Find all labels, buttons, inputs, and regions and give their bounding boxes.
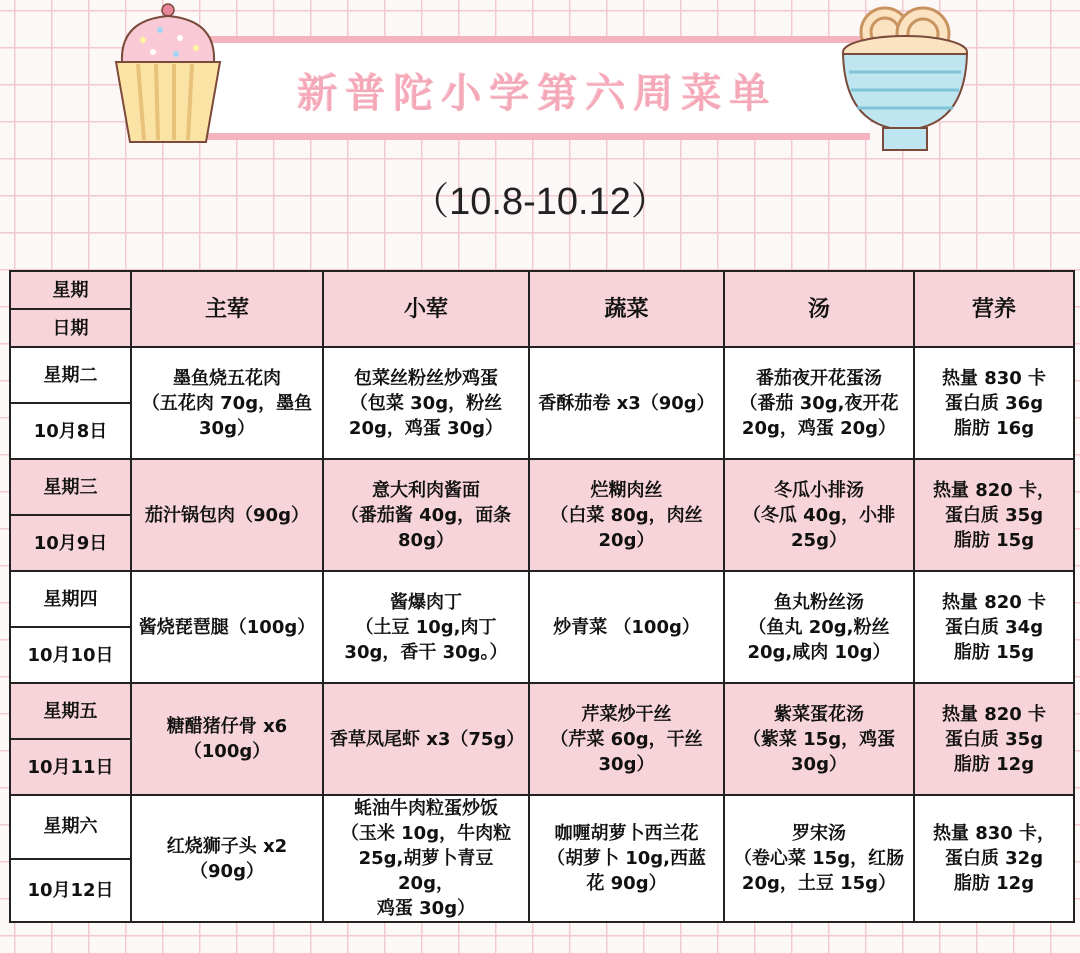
menu-cell-line: 番茄夜开花蛋汤: [756, 367, 882, 389]
menu-cell-vegetable: [529, 795, 724, 922]
col-header-soup: 汤: [724, 271, 914, 347]
menu-cell-line: 意大利肉酱面: [372, 479, 480, 501]
table-row: [10, 459, 1074, 515]
menu-cell-nutrition: [914, 347, 1074, 459]
menu-cell-line: 脂肪 15g: [953, 641, 1035, 663]
menu-cell-line: （番茄 30g,夜开花: [739, 392, 899, 414]
menu-title: 新普陀小学第六周菜单: [297, 71, 778, 117]
menu-cell-line: 脂肪 15g: [953, 529, 1035, 551]
menu-cell-line: （卷心菜 15g，红肠: [733, 848, 905, 869]
table-row: [10, 795, 1074, 859]
menu-cell-line: 芹菜炒干丝: [581, 703, 672, 725]
menu-cell-line: 蛋白质 36g: [944, 392, 1044, 414]
menu-cell-line: 香草凤尾虾 x3（75g）: [330, 728, 525, 750]
menu-cell-line: 炒青菜 （100g）: [553, 616, 700, 638]
menu-cell-line: 罗宋汤: [792, 823, 846, 844]
menu-cell-main-meat: [131, 683, 323, 795]
menu-cell-nutrition: [914, 683, 1074, 795]
menu-cell-nutrition: [914, 459, 1074, 571]
menu-cell-line: （鱼丸 20g,粉丝: [748, 616, 890, 638]
weekday-cell: 星期三: [10, 459, 131, 515]
menu-cell-vegetable: [529, 571, 724, 683]
menu-cell-line: 20g）: [598, 529, 655, 551]
menu-cell-line: 30g）: [791, 753, 847, 775]
date-cell: 10月10日: [10, 627, 131, 683]
date-cell: 10月12日: [10, 859, 131, 923]
menu-cell-vegetable: [529, 347, 724, 459]
menu-cell-line: 热量 830 卡，: [932, 823, 1056, 844]
menu-cell-line: 烂糊肉丝: [590, 479, 663, 501]
menu-cell-line: 紫菜蛋花汤: [774, 703, 864, 725]
menu-cell-line: （紫菜 15g，鸡蛋: [742, 728, 896, 750]
menu-cell-soup: [724, 795, 914, 922]
menu-cell-line: 鱼丸粉丝汤: [774, 591, 864, 613]
menu-cell-line: 脂肪 12g: [953, 873, 1035, 894]
menu-cell-line: （土豆 10g,肉丁: [355, 616, 497, 638]
menu-cell-line: 30g）: [199, 417, 255, 439]
date-cell: 10月8日: [10, 403, 131, 459]
menu-cell-line: 脂肪 12g: [953, 753, 1035, 775]
weekday-cell: 星期五: [10, 683, 131, 739]
menu-cell-line: （冬瓜 40g，小排: [742, 504, 896, 526]
menu-cell-line: 蛋白质 35g: [944, 728, 1044, 750]
menu-cell-vegetable: [529, 683, 724, 795]
menu-cell-line: 蚝油牛肉粒蛋炒饭: [354, 798, 498, 819]
menu-cell-line: 酱烧琵琶腿（100g）: [138, 616, 316, 638]
menu-cell-line: 热量 820 卡: [941, 591, 1047, 613]
menu-cell-line: 30g）: [598, 753, 655, 775]
menu-cell-line: 糖醋猪仔骨 x6: [166, 716, 288, 737]
menu-cell-line: （芹菜 60g，干丝: [550, 728, 703, 750]
menu-cell-line: （番茄酱 40g，面条: [340, 504, 512, 526]
menu-cell-soup: [724, 347, 914, 459]
menu-cell-line: （90g）: [190, 860, 264, 882]
menu-cell-side-meat: [323, 683, 529, 795]
menu-cell-soup: [724, 459, 914, 571]
menu-cell-main-meat: [131, 795, 323, 922]
menu-cell-soup: [724, 683, 914, 795]
col-header-nutrition: 营养: [914, 271, 1074, 347]
menu-cell-line: （胡萝卜 10g,西蓝: [546, 848, 707, 869]
menu-cell-line: 脂肪 16g: [953, 417, 1035, 439]
menu-cell-line: 热量 830 卡: [941, 367, 1047, 389]
col-header-side-meat: 小荤: [323, 271, 529, 347]
table-row: [10, 571, 1074, 627]
menu-cell-line: （包菜 30g，粉丝: [349, 392, 503, 414]
menu-cell-line: 鸡蛋 30g）: [376, 898, 476, 919]
menu-cell-main-meat: [131, 347, 323, 459]
menu-cell-line: 红烧狮子头 x2: [166, 835, 288, 857]
menu-cell-line: 冬瓜小排汤: [774, 479, 864, 501]
menu-cell-line: 80g）: [398, 529, 454, 551]
menu-cell-nutrition: [914, 571, 1074, 683]
menu-cell-line: 热量 820 卡: [941, 703, 1047, 725]
menu-cell-vegetable: [529, 459, 724, 571]
weekday-header: 星期: [10, 271, 131, 309]
menu-cell-nutrition: [914, 795, 1074, 922]
table-row: [10, 683, 1074, 739]
menu-cell-line: 蛋白质 32g: [944, 848, 1044, 869]
menu-cell-line: 20g，土豆 15g）: [741, 873, 897, 894]
date-header: 日期: [10, 309, 131, 347]
menu-cell-line: 蛋白质 34g: [944, 616, 1044, 638]
menu-cell-line: 茄汁锅包肉（90g）: [145, 504, 309, 526]
menu-cell-line: （玉米 10g，牛肉粒: [340, 823, 512, 844]
menu-cell-line: 20g,咸肉 10g）: [747, 641, 891, 663]
menu-cell-side-meat: [323, 459, 529, 571]
menu-cell-line: （100g）: [183, 741, 271, 762]
table-row: [10, 347, 1074, 403]
menu-cell-line: 花 90g）: [586, 873, 667, 894]
menu-cell-line: （白菜 80g，肉丝: [550, 504, 703, 526]
menu-table: [9, 270, 1075, 923]
menu-cell-line: 20g，鸡蛋 20g）: [741, 417, 897, 439]
menu-cell-line: 包菜丝粉丝炒鸡蛋: [354, 367, 498, 389]
col-header-main-meat: 主荤: [131, 271, 323, 347]
menu-cell-side-meat: [323, 795, 529, 922]
menu-cell-side-meat: [323, 571, 529, 683]
menu-cell-line: 25g,胡萝卜青豆 20g，: [358, 848, 494, 894]
col-header-vegetable: 蔬菜: [529, 271, 724, 347]
weekday-cell: 星期六: [10, 795, 131, 859]
date-cell: 10月11日: [10, 739, 131, 795]
weekday-cell: 星期四: [10, 571, 131, 627]
menu-cell-line: 酱爆肉丁: [390, 591, 462, 613]
date-range: （10.8-10.12）: [411, 181, 669, 223]
menu-cell-line: 30g，香干 30g。）: [344, 641, 508, 663]
date-cell: 10月9日: [10, 515, 131, 571]
menu-cell-line: 墨鱼烧五花肉: [173, 367, 281, 389]
menu-cell-main-meat: [131, 459, 323, 571]
menu-cell-line: 香酥茄卷 x3（90g）: [538, 392, 715, 414]
menu-cell-line: （五花肉 70g，墨鱼: [141, 392, 313, 414]
menu-cell-line: 热量 820 卡，: [932, 479, 1056, 501]
menu-cell-line: 25g）: [791, 529, 847, 551]
menu-cell-line: 20g，鸡蛋 30g）: [348, 417, 504, 439]
menu-cell-soup: [724, 571, 914, 683]
menu-cell-line: 蛋白质 35g: [944, 504, 1044, 526]
menu-cell-side-meat: [323, 347, 529, 459]
menu-cell-line: 咖喱胡萝卜西兰花: [554, 823, 699, 844]
menu-cell-main-meat: [131, 571, 323, 683]
weekday-cell: 星期二: [10, 347, 131, 403]
